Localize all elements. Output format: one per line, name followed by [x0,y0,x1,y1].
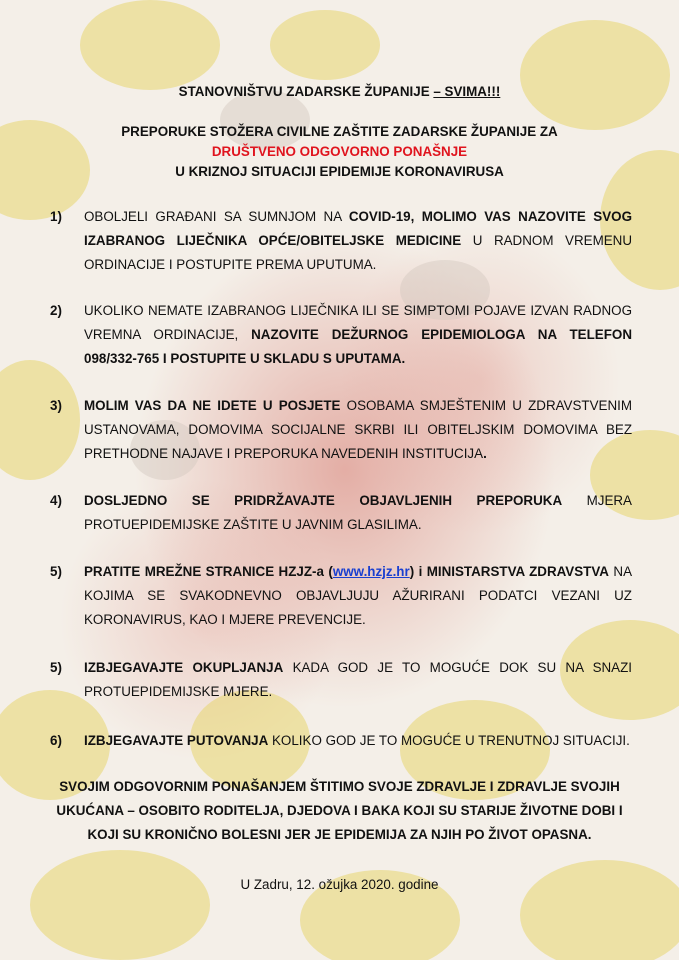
list-item: DOSLJEDNO SE PRIDRŽAVAJTE OBJAVLJENIH PREPORUKA MJERA PROTUEPIDEMIJSKE ZAŠTITE U JAVNIM GLASILIMA. [84,493,632,532]
place-date: U Zadru, 12. ožujka 2020. godine [240,877,439,892]
list-item: IZBJEGAVAJTE OKUPLJANJA KADA GOD JE TO MOGUĆE DOK SU NA SNAZI PROTUEPIDEMIJSKE MJERE. [84,660,633,699]
item-number: 3) [50,398,62,413]
item-number: 5) [50,564,62,579]
list-item: OBOLJELI GRAĐANI SA SUMNJOM NA COVID-19, MOLIMO VAS NAZOVITE SVOG IZABRANOG LIJEČNIKA OPĆE/OBITELJSKE MEDICINE U RADNOM VREMENU ORDINACIJE I POSTUPITE PREMA UPUTUMA. [84,209,632,272]
list-item: PRATITE MREŽNE STRANICE HZJZ-a (www.hzjz.hr) i MINISTARSTVA ZDRAVSTVA NA KOJIMA SE SVAKODNEVNO OBJAVLJUJU AŽURIRANI PODATCI VEZANI UZ KORONAVIRUS, KAO I MJERE PREVENCIJE. [84,564,632,627]
heading-line-2: PREPORUKE STOŽERA CIVILNE ZAŠTITE ZADARSKE ŽUPANIJE ZA [121,124,558,139]
list-item: MOLIM VAS DA NE IDETE U POSJETE OSOBAMA SMJEŠTENIM U ZDRAVSTVENIM USTANOVAMA, DOMOVIMA SOCIJALNE SKRBI ILI OBITELJSKIM DOMOVIMA BEZ PRETHODNE NAJAVE I PREPORUKA NAVEDENIH INSTITUCIJA. [84,398,632,461]
item-number: 5) [50,660,62,675]
closing-line-3: KOJI SU KRONIČNO BOLESNI JER JE EPIDEMIJA ZA NJIH PO ŽIVOT OPASNA. [87,827,592,842]
heading-line-4: U KRIZNOJ SITUACIJI EPIDEMIJE KORONAVIRUSA [175,164,504,179]
item-number: 4) [50,493,62,508]
closing-line-1: SVOJIM ODGOVORNIM PONAŠANJEM ŠTITIMO SVOJE ZDRAVLJE I ZDRAVLJE SVOJIH [59,779,620,794]
item-number: 1) [50,209,62,224]
hzjz-link[interactable]: www.hzjz.hr [332,564,410,579]
item-number: 6) [50,733,62,748]
closing-line-2: UKUĆANA – OSOBITO RODITELJA, DJEDOVA I BAKA KOJI SU STARIJE ŽIVOTNE DOBI I [56,803,623,818]
list-item: UKOLIKO NEMATE IZABRANOG LIJEČNIKA ILI SE SIMPTOMI POJAVE IZVAN RADNOG VREMNA ORDINACIJE, NAZOVITE DEŽURNOG EPIDEMIOLOGA NA TELEFON 098/332-765 I POSTUPITE U SKLADU S UPUTAMA. [84,303,632,366]
list-item: IZBJEGAVAJTE PUTOVANJA KOLIKO GOD JE TO MOGUĆE U TRENUTNOJ SITUACIJI. [84,733,630,748]
heading-line-3: DRUŠTVENO ODGOVORNO PONAŠNJE [211,144,468,159]
item-number: 2) [50,303,62,318]
heading-line-1: STANOVNIŠTVU ZADARSKE ŽUPANIJE – SVIMA!!! [178,84,501,99]
